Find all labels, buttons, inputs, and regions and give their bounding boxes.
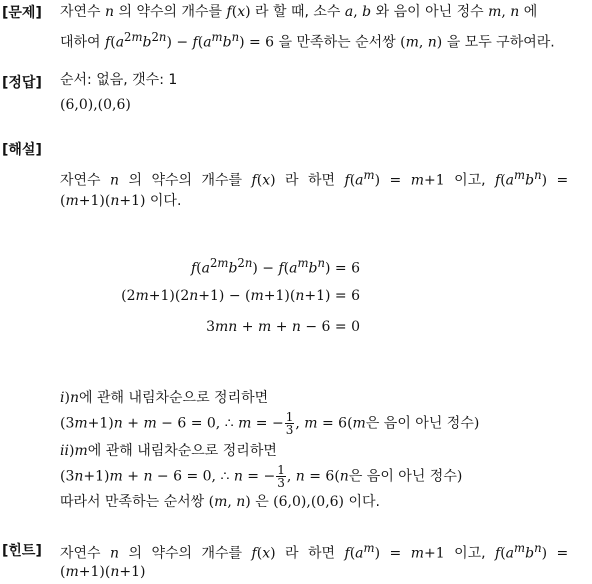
hint-label: [힌트] — [2, 543, 42, 559]
problem-line-2: 대하여 $f(a^{2m}b^{2n}) - f(a^mb^n) = 6$ 을 만족하는 순서쌍 (m, n) 을 모두 구하여라. — [60, 30, 555, 51]
solution-label: [해설] — [2, 142, 42, 158]
case-2-body: (3n+1)m + n − 6 = 0, ∴ n = − $\frac{1}{3}$ , n = 6(n은 음이 아닌 정수) — [60, 463, 463, 490]
problem-line-1: 자연수 n 의 약수의 개수를 f(x) 라 할 때, 소수 a, b 와 음이 아닌 정수 m, n 에 — [60, 4, 538, 20]
solution-conclusion: 따라서 만족하는 순서쌍 (m, n) 은 (6,0),(0,6) 이다. — [60, 494, 380, 510]
equation-3: 3mn + m + n − 6 = 0 — [206, 319, 360, 335]
problem-label: [문제] — [2, 5, 42, 21]
case-1-body: (3m+1)n + m − 6 = 0, ∴ m = − $\frac{1}{3}$ , m = 6(m은 음이 아닌 정수) — [60, 410, 480, 437]
hint-line-1: 자연수 n 의 약수의 개수를 f(x) 라 하면 $f(a^m) = m+1$ 이고, $f(a^mb^n)$ = — [60, 541, 569, 562]
case-1-heading: i)n에 관해 내림차순으로 정리하면 — [60, 390, 269, 406]
answer-label: [정답] — [2, 75, 42, 91]
solution-intro-1: 자연수 n 의 약수의 개수를 f(x) 라 하면 $f(a^m) = m+1$ 이고, $f(a^mb^n)$ = — [60, 168, 569, 189]
hint-line-2: (m+1)(n+1) — [60, 564, 146, 580]
equation-1: $f(a^{2m}b^{2n}) - f(a^mb^n) = 6$ — [190, 256, 360, 277]
answer-line-1: 순서: 없음, 갯수: 1 — [60, 72, 178, 88]
answer-line-2: (6,0),(0,6) — [60, 97, 131, 113]
case-2-heading: ii)m에 관해 내림차순으로 정리하면 — [60, 443, 277, 459]
solution-intro-2: (m+1)(n+1) 이다. — [60, 193, 182, 209]
equation-2: (2m+1)(2n+1) − (m+1)(n+1) = 6 — [121, 288, 360, 304]
